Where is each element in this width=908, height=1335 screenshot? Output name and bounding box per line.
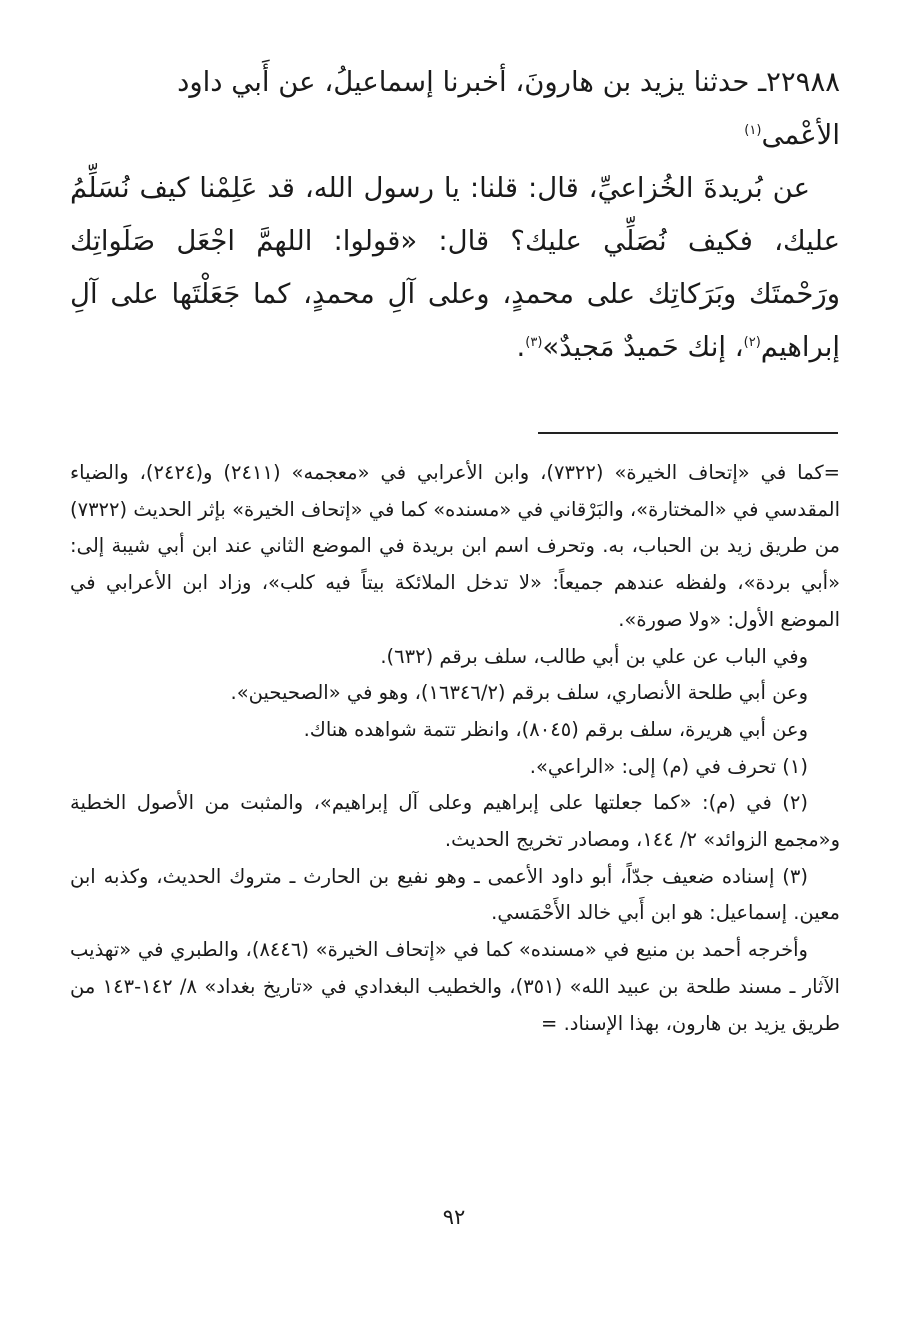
footnotes — [70, 455, 840, 1042]
footnote-ref-1: (١) — [744, 122, 762, 138]
footnote-bab-3: وعن أبي هريرة، سلف برقم (٨٠٤٥)، وانظر تتمة شواهده هناك. — [303, 717, 808, 741]
footnote-bab-1: وفي الباب عن علي بن أبي طالب، سلف برقم (٦٣٢). — [380, 644, 808, 668]
hadith-body-a: عن بُريدةَ الخُزاعيِّ، قال: قلنا: يا رسول الله، قد عَلِمْنا كيف نُسَلِّمُ عليك، فكيف نُصَلِّي عليك؟ قال: «قولوا: اللهمَّ اجْعَل صَلَواتِك ورَحْمتَك وبَرَكاتِك على محمدٍ، وعلى آلِ محمدٍ، كما جَعَلْتَها على آلِ إبراهيم — [70, 172, 840, 363]
footnote-separator — [538, 432, 838, 434]
main-text — [70, 56, 840, 374]
hadith-matn — [70, 162, 840, 374]
footnote-1: (١) تحرف في (م) إلى: «الراعي». — [529, 754, 808, 778]
footnote-2: (٢) في (م): «كما جعلتها على إبراهيم وعلى آل إبراهيم»، والمثبت من الأصول الخطية و«مجمع الزوائد» ٢/ ١٤٤، ومصادر تخريج الحديث. — [70, 791, 840, 852]
hadith-line2: الأعْمى — [761, 119, 840, 151]
footnote-3: (٣) إسناده ضعيف جدّاً، أبو داود الأعمى ـ وهو نفيع بن الحارث ـ متروك الحديث، وكذبه ابن معين. إسماعيل: هو ابن أَبي خالد الأَحْمَسي. — [70, 864, 840, 925]
hadith-isnad — [70, 56, 840, 162]
footnote-ref-3: (٣) — [525, 334, 543, 350]
footnote-3-continued: وأخرجه أحمد بن منيع في «مسنده» كما في «إتحاف الخيرة» (٨٤٤٦)، والطبري في «تهذيب الآثار ـ مسند طلحة بن عبيد الله» (٣٥١)، والخطيب البغدادي في «تاريخ بغداد» ٨/ ١٤٢-١٤٣ من طريق يزيد بن هارون، بهذا الإسناد. = — [70, 938, 840, 1035]
hadith-body-b: ، إنك حَميدٌ مَجيدٌ» — [542, 331, 744, 363]
footnote-ref-2: (٢) — [743, 334, 761, 350]
page-number: ٩٢ — [442, 1205, 466, 1229]
footnote-continuation: =كما في «إتحاف الخيرة» (٧٣٢٢)، وابن الأعرابي في «معجمه» (٢٤١١) و(٢٤٢٤)، والضياء المقدسي في «المختارة»، والبَرْقاني في «مسنده» كما في «إتحاف الخيرة» بإثر الحديث (٧٣٢٢) من طريق زيد بن الحباب، به. وتحرف اسم ابن بريدة في الموضع الثاني عند ابن أبي شيبة إلى: «أبي بردة»، ولفظه عندهم جميعاً: «لا تدخل الملائكة بيتاً فيه كلب»، وزاد ابن الأعرابي في الموضع الأول: «ولا صورة». — [70, 461, 840, 631]
footnote-bab-2: وعن أبي طلحة الأنصاري، سلف برقم (١٦٣٤٦/٢)، وهو في «الصحيحين». — [230, 681, 808, 705]
hadith-body-end: . — [516, 331, 526, 363]
hadith-line1: ٢٢٩٨٨ـ حدثنا يزيد بن هارونَ، أخبرنا إسماعيلُ، عن أَبي داود — [177, 66, 840, 98]
